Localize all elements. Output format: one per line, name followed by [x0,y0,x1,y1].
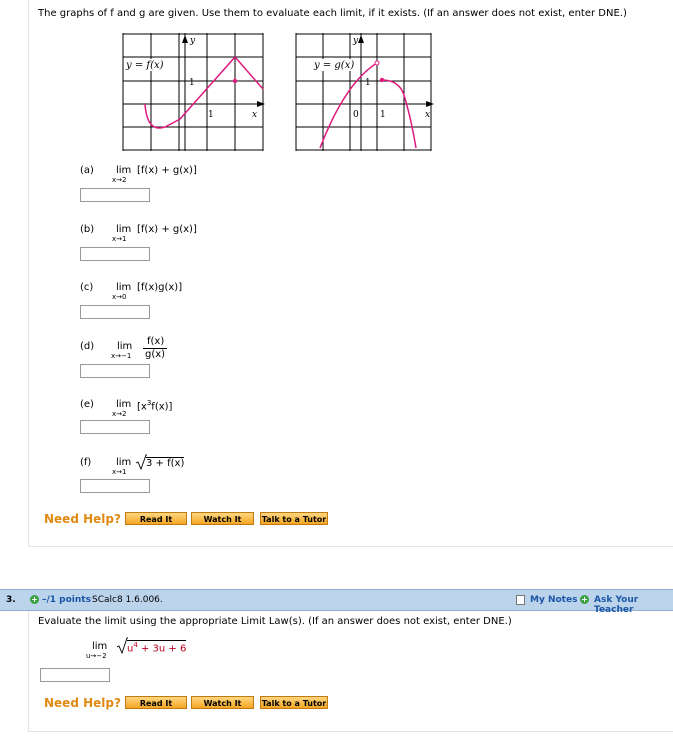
question-prompt: The graphs of f and g are given. Use them to evaluate each limit, if it exists. (If an answer does not exist, enter DNE.) [38,8,627,19]
part-b-sub: x→1 [112,235,127,243]
g-y-arrow [358,35,364,43]
answer-input-d[interactable] [80,364,150,378]
part-c-expr: [f(x)g(x)] [137,282,183,293]
part-a-expr: [f(x) + g(x)] [137,165,197,176]
f-axis-y-label: y [190,36,196,46]
q3-talk-to-tutor-button[interactable]: Talk to a Tutor [260,696,328,709]
f-x-arrow [257,101,265,107]
part-a-lim: lim [116,165,132,176]
question-3-header [0,589,673,615]
part-c-label: (c) [80,282,94,293]
ask-teacher-link[interactable]: Ask Your Teacher [594,595,639,615]
part-f-sub: x→1 [112,468,127,476]
question-code: SCalc8 1.6.006. [92,595,163,605]
f-tick-x-1: 1 [208,110,214,120]
talk-to-tutor-button[interactable]: Talk to a Tutor [260,512,328,525]
g-tick-0: 0 [353,110,359,120]
graph-f [118,33,270,151]
part-d-numerator: f(x) [147,336,165,347]
f-y-arrow [182,35,188,43]
g-graph-label: y = g(x) [314,60,355,71]
q3-radicand: $u^4 + 3u + 6$ [127,641,187,655]
q3-need-help-label: Need Help? [44,696,121,710]
part-d-label: (d) [80,341,95,352]
part-d-sub: x→−1 [111,352,132,360]
question-number: 3. [6,595,16,605]
g-tick-x-1: 1 [380,110,386,120]
question-3-panel [28,611,673,732]
g-x-arrow [426,101,434,107]
q3-sub: u→−2 [86,652,107,660]
q3-read-it-button[interactable]: Read It [125,696,187,709]
part-a-label: (a) [80,165,94,176]
answer-input-b[interactable] [80,247,150,261]
my-notes-link[interactable]: My Notes [530,595,578,605]
question-3-prompt: Evaluate the limit using the appropriate Limit Law(s). (If an answer does not exist, enter DNE.) [38,616,512,627]
part-d-lim: lim [117,341,133,352]
q3-watch-it-button[interactable]: Watch It [191,696,254,709]
notes-icon[interactable] [516,595,525,605]
part-e-lim: lim [116,399,132,410]
answer-input-a[interactable] [80,188,150,202]
part-f-lim: lim [116,457,132,468]
part-c-lim: lim [116,282,132,293]
points-link[interactable]: –/1 points [42,595,91,605]
q3-lim: lim [92,641,108,652]
part-f-radicand: 3 + f(x) [146,458,185,469]
f-tick-y-1: 1 [189,78,195,88]
part-a-sub: x→2 [112,176,127,184]
part-c-sub: x→0 [112,293,127,301]
part-e-sub: x→2 [112,410,127,418]
g-open-point [375,61,379,65]
ask-teacher-plus-icon[interactable]: + [581,595,588,604]
part-b-label: (b) [80,224,95,235]
need-help-label: Need Help? [44,512,121,526]
answer-input-c[interactable] [80,305,150,319]
part-e-expr: $[x^3f(x)]$ [137,399,173,413]
answer-input-f[interactable] [80,479,150,493]
part-e-label: (e) [80,399,94,410]
g-curve-left [320,63,377,148]
q3-answer-input[interactable] [40,668,110,682]
expand-plus-icon[interactable]: + [31,595,38,604]
part-b-lim: lim [116,224,132,235]
watch-it-button[interactable]: Watch It [191,512,254,525]
g-curve-right [382,80,416,148]
g-axis-y-label: y [353,36,359,46]
f-filled-point [233,79,237,83]
part-f-label: (f) [80,457,92,468]
f-axis-x-label: x [252,110,258,120]
answer-input-e[interactable] [80,420,150,434]
g-tick-y-1: 1 [365,78,371,88]
read-it-button[interactable]: Read It [125,512,187,525]
g-filled-point [380,78,384,82]
f-graph-label: y = f(x) [126,60,164,71]
graph-g [295,33,440,151]
part-d-denominator: g(x) [145,349,166,360]
g-axis-x-label: x [425,110,431,120]
part-b-expr: [f(x) + g(x)] [137,224,197,235]
f-curve-right [235,57,263,89]
